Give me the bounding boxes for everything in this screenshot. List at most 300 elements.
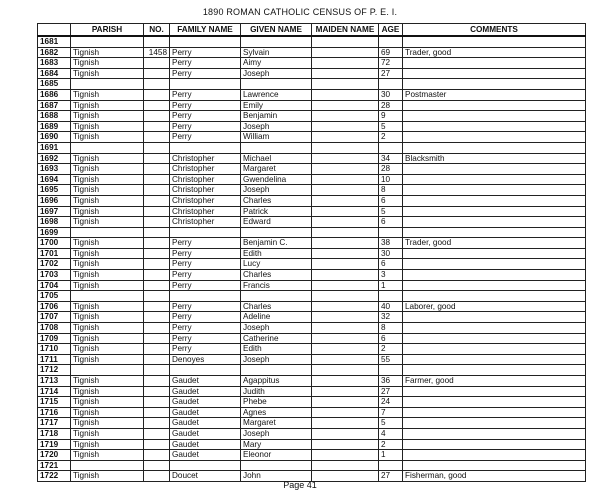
age-cell: 4 [379, 428, 403, 439]
family-name-cell: Perry [170, 58, 241, 69]
maiden-name-cell [312, 47, 379, 58]
age-cell: 30 [379, 89, 403, 100]
maiden-name-cell [312, 270, 379, 281]
given-name-cell: Sylvain [241, 47, 312, 58]
comments-cell [403, 142, 586, 153]
table-row [38, 418, 586, 429]
given-name-cell: Benjamin C. [241, 238, 312, 249]
given-name-cell: Lucy [241, 259, 312, 270]
comments-cell [403, 217, 586, 228]
age-cell: 24 [379, 397, 403, 408]
row-number: 1711 [38, 354, 71, 365]
table-row [38, 460, 586, 471]
no-cell [144, 68, 170, 79]
comments-cell [403, 259, 586, 270]
col-header-parish: PARISH [71, 24, 144, 37]
maiden-name-cell [312, 428, 379, 439]
family-name-cell [170, 36, 241, 47]
age-cell [379, 79, 403, 90]
maiden-name-cell [312, 376, 379, 387]
table-row [38, 386, 586, 397]
given-name-cell: Michael [241, 153, 312, 164]
no-cell [144, 259, 170, 270]
given-name-cell: Agappitus [241, 376, 312, 387]
parish-cell: Tignish [71, 164, 144, 175]
given-name-cell: Mary [241, 439, 312, 450]
family-name-cell: Gaudet [170, 407, 241, 418]
parish-cell: Tignish [71, 418, 144, 429]
age-cell [379, 142, 403, 153]
row-number: 1703 [38, 270, 71, 281]
age-cell: 5 [379, 121, 403, 132]
comments-cell [403, 58, 586, 69]
given-name-cell: Catherine [241, 333, 312, 344]
maiden-name-cell [312, 164, 379, 175]
parish-cell: Tignish [71, 471, 144, 482]
no-cell [144, 36, 170, 47]
parish-cell [71, 460, 144, 471]
no-cell [144, 185, 170, 196]
parish-cell: Tignish [71, 270, 144, 281]
table-row [38, 323, 586, 334]
parish-cell: Tignish [71, 185, 144, 196]
comments-cell [403, 428, 586, 439]
maiden-name-cell [312, 68, 379, 79]
given-name-cell: Margaret [241, 418, 312, 429]
family-name-cell [170, 142, 241, 153]
no-cell [144, 376, 170, 387]
table-row [38, 121, 586, 132]
no-cell [144, 89, 170, 100]
given-name-cell: Agnes [241, 407, 312, 418]
family-name-cell: Gaudet [170, 386, 241, 397]
family-name-cell: Christopher [170, 195, 241, 206]
table-row [38, 174, 586, 185]
no-cell [144, 100, 170, 111]
table-row [38, 217, 586, 228]
age-cell: 10 [379, 174, 403, 185]
age-cell: 6 [379, 333, 403, 344]
maiden-name-cell [312, 439, 379, 450]
given-name-cell: Joseph [241, 185, 312, 196]
no-cell [144, 238, 170, 249]
given-name-cell: Joseph [241, 354, 312, 365]
comments-cell [403, 312, 586, 323]
family-name-cell: Perry [170, 259, 241, 270]
given-name-cell: Margaret [241, 164, 312, 175]
age-cell: 5 [379, 206, 403, 217]
comments-cell [403, 450, 586, 461]
table-row [38, 36, 586, 47]
parish-cell: Tignish [71, 195, 144, 206]
row-number: 1710 [38, 344, 71, 355]
family-name-cell: Christopher [170, 217, 241, 228]
row-number: 1686 [38, 89, 71, 100]
row-number: 1713 [38, 376, 71, 387]
table-row [38, 142, 586, 153]
row-number: 1714 [38, 386, 71, 397]
parish-cell: Tignish [71, 121, 144, 132]
comments-cell [403, 227, 586, 238]
family-name-cell: Gaudet [170, 428, 241, 439]
maiden-name-cell [312, 217, 379, 228]
parish-cell [71, 365, 144, 376]
maiden-name-cell [312, 323, 379, 334]
row-number: 1693 [38, 164, 71, 175]
age-cell: 34 [379, 153, 403, 164]
comments-cell: Blacksmith [403, 153, 586, 164]
table-row [38, 344, 586, 355]
family-name-cell [170, 365, 241, 376]
age-cell: 6 [379, 259, 403, 270]
no-cell [144, 248, 170, 259]
comments-cell [403, 185, 586, 196]
comments-cell [403, 407, 586, 418]
table-row [38, 291, 586, 302]
age-cell: 38 [379, 238, 403, 249]
no-cell [144, 301, 170, 312]
comments-cell [403, 121, 586, 132]
family-name-cell: Gaudet [170, 376, 241, 387]
comments-cell: Trader, good [403, 47, 586, 58]
age-cell: 6 [379, 195, 403, 206]
given-name-cell: John [241, 471, 312, 482]
age-cell: 6 [379, 217, 403, 228]
maiden-name-cell [312, 280, 379, 291]
family-name-cell: Christopher [170, 206, 241, 217]
row-number: 1715 [38, 397, 71, 408]
comments-cell [403, 365, 586, 376]
family-name-cell: Perry [170, 248, 241, 259]
age-cell: 2 [379, 132, 403, 143]
age-cell: 1 [379, 280, 403, 291]
maiden-name-cell [312, 365, 379, 376]
maiden-name-cell [312, 460, 379, 471]
age-cell: 30 [379, 248, 403, 259]
table-row [38, 153, 586, 164]
row-number: 1707 [38, 312, 71, 323]
age-cell: 40 [379, 301, 403, 312]
given-name-cell: Charles [241, 195, 312, 206]
maiden-name-cell [312, 354, 379, 365]
given-name-cell: Francis [241, 280, 312, 291]
no-cell [144, 344, 170, 355]
comments-cell [403, 79, 586, 90]
comments-cell [403, 68, 586, 79]
col-header-maiden-name: MAIDEN NAME [312, 24, 379, 37]
family-name-cell [170, 291, 241, 302]
parish-cell: Tignish [71, 386, 144, 397]
no-cell [144, 121, 170, 132]
given-name-cell: Patrick [241, 206, 312, 217]
row-number: 1700 [38, 238, 71, 249]
no-cell [144, 291, 170, 302]
given-name-cell [241, 142, 312, 153]
family-name-cell: Gaudet [170, 439, 241, 450]
table-row [38, 89, 586, 100]
no-cell [144, 365, 170, 376]
no-cell [144, 153, 170, 164]
family-name-cell [170, 460, 241, 471]
col-header-age: AGE [379, 24, 403, 37]
family-name-cell: Perry [170, 132, 241, 143]
comments-cell: Trader, good [403, 238, 586, 249]
table-row [38, 206, 586, 217]
comments-cell [403, 323, 586, 334]
age-cell [379, 291, 403, 302]
parish-cell: Tignish [71, 428, 144, 439]
row-number: 1689 [38, 121, 71, 132]
comments-cell [403, 460, 586, 471]
parish-cell: Tignish [71, 354, 144, 365]
no-cell [144, 79, 170, 90]
no-cell [144, 132, 170, 143]
comments-cell [403, 36, 586, 47]
row-number: 1720 [38, 450, 71, 461]
row-number: 1702 [38, 259, 71, 270]
comments-cell [403, 111, 586, 122]
row-number: 1687 [38, 100, 71, 111]
row-number: 1718 [38, 428, 71, 439]
family-name-cell: Perry [170, 89, 241, 100]
family-name-cell: Perry [170, 121, 241, 132]
header-row [38, 24, 586, 37]
parish-cell [71, 291, 144, 302]
family-name-cell: Perry [170, 344, 241, 355]
family-name-cell: Perry [170, 280, 241, 291]
row-number: 1701 [38, 248, 71, 259]
no-cell [144, 174, 170, 185]
no-cell [144, 386, 170, 397]
comments-cell [403, 344, 586, 355]
col-header-given-name: GIVEN NAME [241, 24, 312, 37]
maiden-name-cell [312, 36, 379, 47]
family-name-cell: Perry [170, 323, 241, 334]
table-row [38, 376, 586, 387]
parish-cell: Tignish [71, 312, 144, 323]
row-number: 1683 [38, 58, 71, 69]
maiden-name-cell [312, 312, 379, 323]
no-cell [144, 323, 170, 334]
age-cell: 27 [379, 471, 403, 482]
table-row [38, 111, 586, 122]
given-name-cell [241, 365, 312, 376]
parish-cell [71, 36, 144, 47]
comments-cell [403, 333, 586, 344]
no-cell [144, 206, 170, 217]
no-cell [144, 418, 170, 429]
family-name-cell: Denoyes [170, 354, 241, 365]
comments-cell [403, 164, 586, 175]
family-name-cell: Perry [170, 47, 241, 58]
parish-cell: Tignish [71, 111, 144, 122]
row-number: 1688 [38, 111, 71, 122]
page-number: Page 41 [283, 480, 317, 490]
row-number: 1692 [38, 153, 71, 164]
age-cell [379, 227, 403, 238]
given-name-cell: Aimy [241, 58, 312, 69]
age-cell: 28 [379, 164, 403, 175]
maiden-name-cell [312, 153, 379, 164]
parish-cell: Tignish [71, 153, 144, 164]
no-cell [144, 333, 170, 344]
row-number: 1721 [38, 460, 71, 471]
row-number: 1698 [38, 217, 71, 228]
table-row [38, 68, 586, 79]
row-number: 1717 [38, 418, 71, 429]
parish-cell: Tignish [71, 174, 144, 185]
maiden-name-cell [312, 195, 379, 206]
maiden-name-cell [312, 386, 379, 397]
no-cell [144, 450, 170, 461]
family-name-cell: Christopher [170, 164, 241, 175]
age-cell: 3 [379, 270, 403, 281]
age-cell: 2 [379, 439, 403, 450]
parish-cell: Tignish [71, 450, 144, 461]
maiden-name-cell [312, 58, 379, 69]
table-row [38, 312, 586, 323]
table-row [38, 227, 586, 238]
age-cell: 27 [379, 68, 403, 79]
table-row [38, 79, 586, 90]
comments-cell [403, 132, 586, 143]
age-cell: 2 [379, 344, 403, 355]
age-cell: 5 [379, 418, 403, 429]
maiden-name-cell [312, 174, 379, 185]
table-row [38, 164, 586, 175]
row-number: 1705 [38, 291, 71, 302]
no-cell [144, 142, 170, 153]
parish-cell: Tignish [71, 407, 144, 418]
maiden-name-cell [312, 227, 379, 238]
age-cell: 28 [379, 100, 403, 111]
age-cell: 8 [379, 185, 403, 196]
given-name-cell: Edward [241, 217, 312, 228]
family-name-cell: Perry [170, 111, 241, 122]
age-cell [379, 460, 403, 471]
maiden-name-cell [312, 450, 379, 461]
comments-cell [403, 397, 586, 408]
table-row [38, 280, 586, 291]
row-number: 1696 [38, 195, 71, 206]
no-cell: 1458 [144, 47, 170, 58]
parish-cell: Tignish [71, 100, 144, 111]
parish-cell: Tignish [71, 217, 144, 228]
given-name-cell [241, 227, 312, 238]
age-cell: 69 [379, 47, 403, 58]
table-row [38, 450, 586, 461]
col-header-no: NO. [144, 24, 170, 37]
maiden-name-cell [312, 238, 379, 249]
age-cell: 55 [379, 354, 403, 365]
family-name-cell: Gaudet [170, 418, 241, 429]
maiden-name-cell [312, 206, 379, 217]
family-name-cell: Christopher [170, 174, 241, 185]
no-cell [144, 407, 170, 418]
page-title: 1890 ROMAN CATHOLIC CENSUS OF P. E. I. [202, 7, 398, 17]
comments-cell [403, 291, 586, 302]
family-name-cell: Perry [170, 301, 241, 312]
no-cell [144, 227, 170, 238]
family-name-cell: Perry [170, 333, 241, 344]
given-name-cell: Charles [241, 270, 312, 281]
family-name-cell: Perry [170, 68, 241, 79]
maiden-name-cell [312, 291, 379, 302]
row-number: 1684 [38, 68, 71, 79]
table-row [38, 397, 586, 408]
table-row [38, 439, 586, 450]
maiden-name-cell [312, 142, 379, 153]
family-name-cell: Perry [170, 270, 241, 281]
family-name-cell: Gaudet [170, 450, 241, 461]
given-name-cell: Edith [241, 344, 312, 355]
table-row [38, 238, 586, 249]
table-row [38, 248, 586, 259]
family-name-cell [170, 79, 241, 90]
family-name-cell: Perry [170, 238, 241, 249]
given-name-cell: Joseph [241, 121, 312, 132]
age-cell: 32 [379, 312, 403, 323]
maiden-name-cell [312, 111, 379, 122]
row-number: 1699 [38, 227, 71, 238]
given-name-cell [241, 79, 312, 90]
given-name-cell: Joseph [241, 428, 312, 439]
age-cell: 8 [379, 323, 403, 334]
given-name-cell: Adeline [241, 312, 312, 323]
no-cell [144, 111, 170, 122]
no-cell [144, 312, 170, 323]
row-number: 1695 [38, 185, 71, 196]
family-name-cell: Christopher [170, 185, 241, 196]
comments-cell [403, 248, 586, 259]
maiden-name-cell [312, 185, 379, 196]
parish-cell [71, 79, 144, 90]
maiden-name-cell [312, 344, 379, 355]
given-name-cell: Emily [241, 100, 312, 111]
table-row [38, 270, 586, 281]
table-row [38, 58, 586, 69]
comments-cell [403, 206, 586, 217]
given-name-cell: Phebe [241, 397, 312, 408]
given-name-cell: Joseph [241, 68, 312, 79]
parish-cell: Tignish [71, 47, 144, 58]
no-cell [144, 164, 170, 175]
maiden-name-cell [312, 89, 379, 100]
table-row [38, 195, 586, 206]
parish-cell: Tignish [71, 248, 144, 259]
given-name-cell [241, 460, 312, 471]
parish-cell: Tignish [71, 238, 144, 249]
row-number: 1697 [38, 206, 71, 217]
parish-cell: Tignish [71, 439, 144, 450]
no-cell [144, 397, 170, 408]
parish-cell: Tignish [71, 58, 144, 69]
col-header-row-number [38, 24, 71, 37]
family-name-cell: Perry [170, 100, 241, 111]
parish-cell: Tignish [71, 344, 144, 355]
family-name-cell [170, 227, 241, 238]
given-name-cell: Eleonor [241, 450, 312, 461]
given-name-cell: Benjamin [241, 111, 312, 122]
given-name-cell: Lawrence [241, 89, 312, 100]
table-row [38, 333, 586, 344]
age-cell [379, 365, 403, 376]
no-cell [144, 280, 170, 291]
age-cell [379, 36, 403, 47]
maiden-name-cell [312, 407, 379, 418]
comments-cell [403, 195, 586, 206]
row-number: 1704 [38, 280, 71, 291]
